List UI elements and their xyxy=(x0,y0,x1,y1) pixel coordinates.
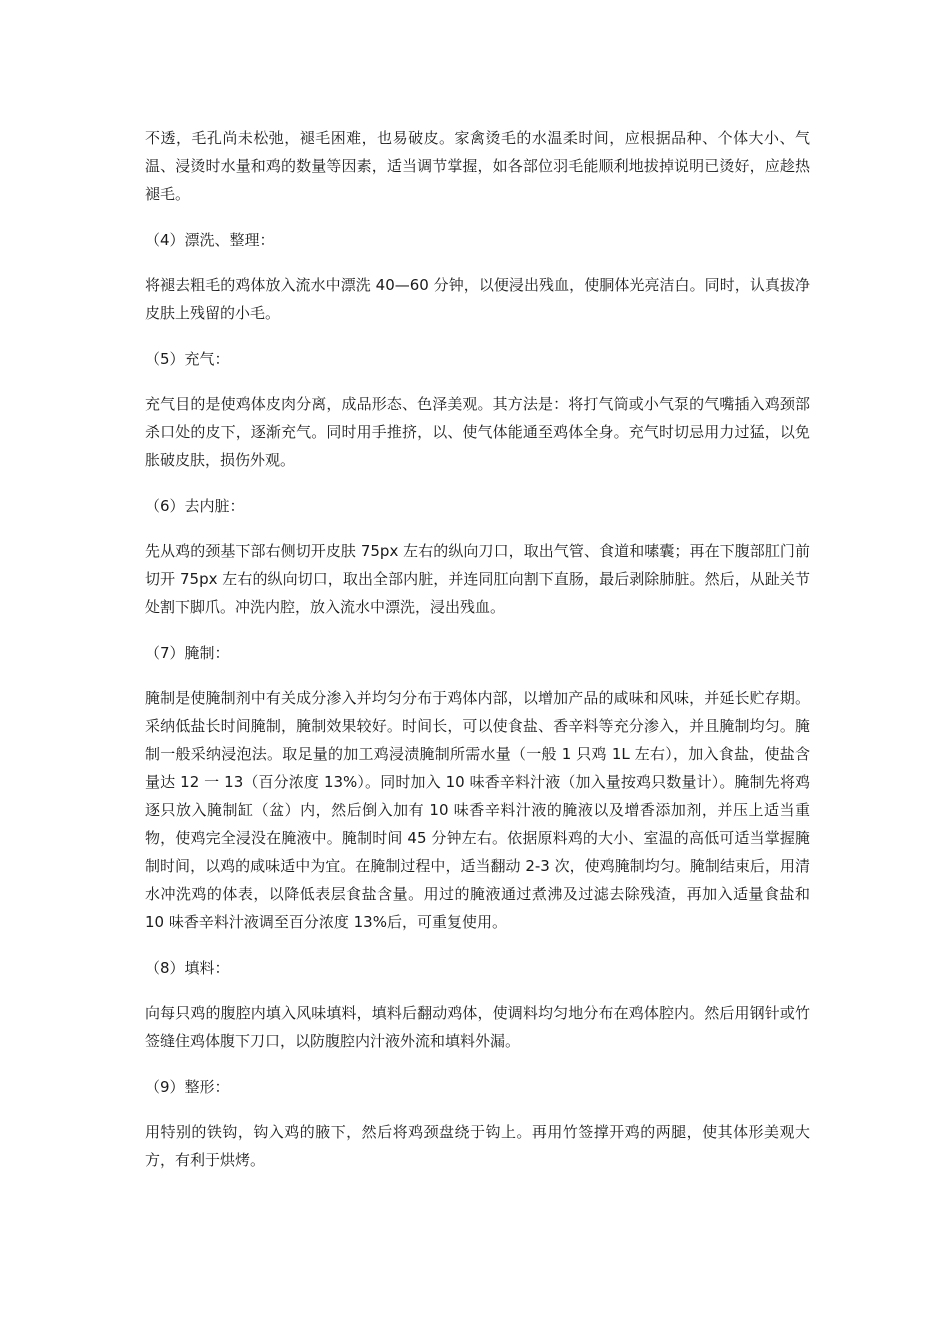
paragraph-evisceration: 先从鸡的颈基下部右侧切开皮肤 75px 左右的纵向刀口，取出气管、食道和嗉囊；再在下腹部肛门前切开 75px 左右的纵向切口，取出全部内脏，并连同肛向割下直肠，最后剥除肺脏。然后，从趾关节处割下脚爪。冲洗内腔，放入流水中漂洗，浸出残血。 xyxy=(145,542,810,616)
heading-inflation: （5）充气： xyxy=(145,350,230,368)
heading-stuffing: （8）填料： xyxy=(145,959,230,977)
heading-shaping: （9）整形： xyxy=(145,1078,230,1096)
paragraph-stuffing: 向每只鸡的腹腔内填入风味填料，填料后翻动鸡体，使调料均匀地分布在鸡体腔内。然后用钢针或竹签缝住鸡体腹下刀口，以防腹腔内汁液外流和填料外漏。 xyxy=(145,1004,810,1050)
paragraph-inflation: 充气目的是使鸡体皮肉分离，成品形态、色泽美观。其方法是：将打气筒或小气泵的气嘴插入鸡颈部杀口处的皮下，逐渐充气。同时用手推挤，以、使气体能通至鸡体全身。充气时切忌用力过猛，以免胀破皮肤，损伤外观。 xyxy=(145,395,810,469)
paragraph-scalding: 不透，毛孔尚未松弛，褪毛困难，也易破皮。家禽烫毛的水温柔时间，应根据品种、个体大小、气温、浸烫时水量和鸡的数量等因素，适当调节掌握，如各部位羽毛能顺利地拔掉说明已烫好，应趁热褪毛。 xyxy=(145,129,810,203)
heading-rinsing: （4）漂洗、整理： xyxy=(145,231,275,249)
paragraph-rinsing: 将褪去粗毛的鸡体放入流水中漂洗 40—60 分钟，以便浸出残血，使胴体光亮洁白。同时，认真拔净皮肤上残留的小毛。 xyxy=(145,276,810,322)
paragraph-shaping: 用特别的铁钩，钩入鸡的腋下，然后将鸡颈盘绕于钩上。再用竹签撑开鸡的两腿，使其体形美观大方，有利于烘烤。 xyxy=(145,1123,810,1169)
heading-evisceration: （6）去内脏： xyxy=(145,497,245,515)
heading-curing: （7）腌制： xyxy=(145,644,230,662)
paragraph-curing: 腌制是使腌制剂中有关成分渗入并均匀分布于鸡体内部，以增加产品的咸味和风味，并延长贮存期。采纳低盐长时间腌制，腌制效果较好。时间长，可以使食盐、香辛料等充分渗入，并且腌制均匀。腌制一般采纳浸泡法。取足量的加工鸡浸渍腌制所需水量（一般 1 只鸡 1L 左右），加入食盐，使盐含量达 12 一 13（百分浓度 13%）。同时加入 10 味香辛料汁液（加入量按鸡只数量计）。腌制先将鸡逐只放入腌制缸（盆）内，然后倒入加有 10 味香辛料汁液的腌液以及增香添加剂，并压上适当重物，使鸡完全浸没在腌液中。腌制时间 45 分钟左右。依据原料鸡的大小、室温的高低可适当掌握腌制时间，以鸡的咸味适中为宜。在腌制过程中，适当翻动 2-3 次，使鸡腌制均匀。腌制结束后，用清水冲洗鸡的体表，以降低表层食盐含量。用过的腌液通过煮沸及过滤去除残渣，再加入适量食盐和 10 味香辛料汁液调至百分浓度 13%后，可重复使用。 xyxy=(145,689,810,931)
document-body xyxy=(145,124,810,1192)
